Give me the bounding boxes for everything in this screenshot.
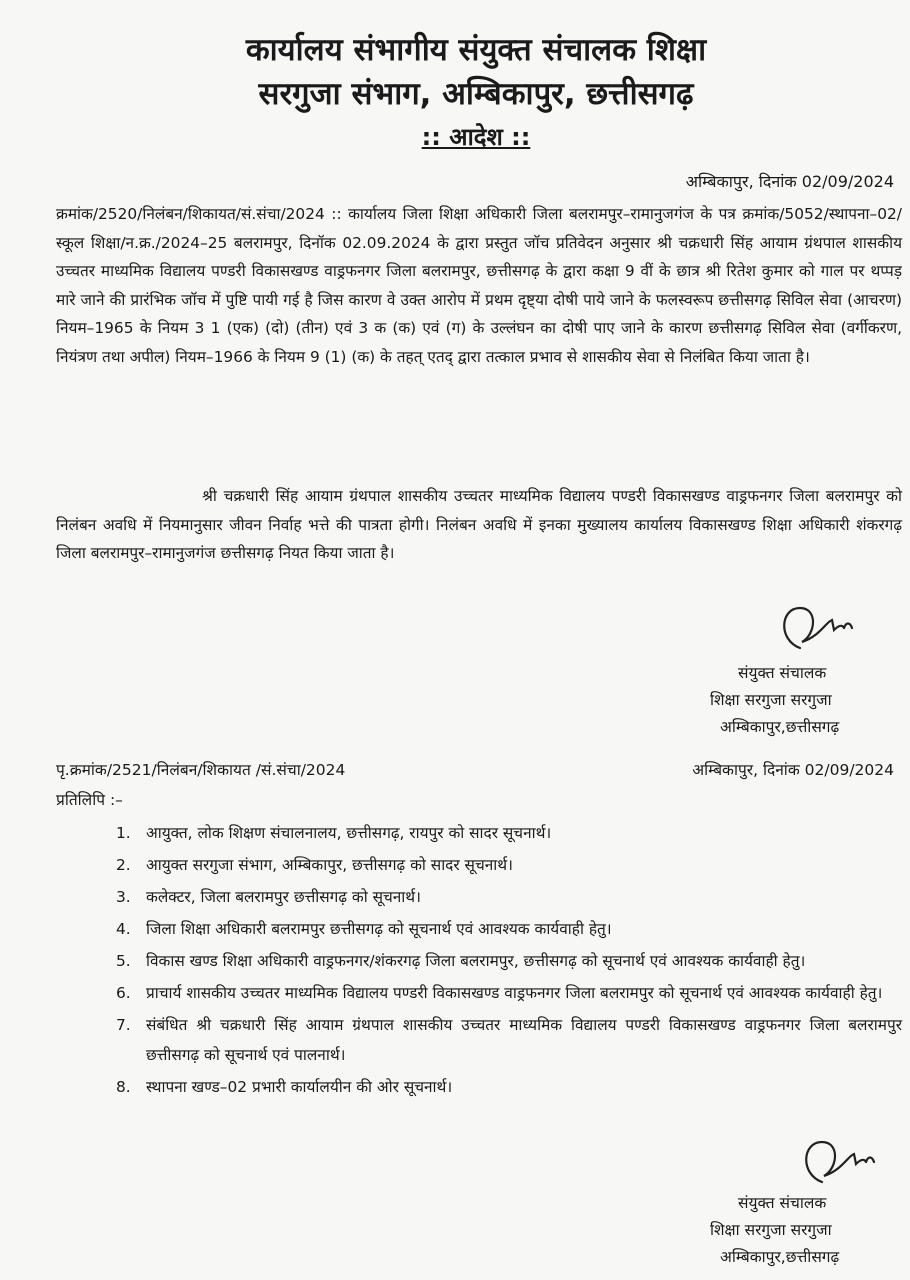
- list-item-text: स्थापना खण्ड–02 प्रभारी कार्यालयीन की ओर सूचनार्थ।: [146, 1078, 453, 1096]
- endorsement-date: अम्बिकापुर, दिनांक 02/09/2024: [692, 761, 894, 779]
- signatory-location: अम्बिकापुर,छत्तीसगढ़: [720, 718, 840, 736]
- list-item: [56, 914, 902, 944]
- list-item-number: 5.: [116, 952, 131, 970]
- list-item-number: 7.: [116, 1016, 131, 1034]
- list-item-number: 4.: [116, 920, 131, 938]
- list-item: [56, 946, 902, 976]
- list-item: [56, 1072, 902, 1102]
- list-item: [56, 818, 902, 848]
- signatory-location: अम्बिकापुर,छत्तीसगढ़: [720, 1248, 840, 1266]
- signature-block-2: [700, 1190, 900, 1271]
- signatory-office: शिक्षा सरगुजा सरगुजा: [710, 1221, 832, 1239]
- list-item-text: आयुक्त, लोक शिक्षण संचालनालय, छत्तीसगढ़, रायपुर को सादर सूचनार्थ।: [146, 824, 552, 842]
- copy-label: प्रतिलिपि :–: [56, 791, 123, 809]
- signatory-designation: संयुक्त संचालक: [738, 664, 827, 682]
- list-item-text: जिला शिक्षा अधिकारी बलरामपुर छत्तीसगढ़ को सूचनार्थ एवं आवश्यक कार्यवाही हेतु।: [146, 920, 612, 938]
- list-item-number: 8.: [116, 1078, 131, 1096]
- list-item: [56, 882, 902, 912]
- signature-mark-1: [770, 600, 860, 660]
- signature-mark-2: [792, 1132, 882, 1192]
- copy-list: [56, 818, 902, 1104]
- signatory-designation: संयुक्त संचालक: [738, 1194, 827, 1212]
- order-heading: [56, 120, 896, 154]
- office-title: कार्यालय संभागीय संयुक्त संचालक शिक्षा: [245, 32, 707, 68]
- order-paragraph-2: श्री चक्रधारी सिंह आयाम ग्रंथपाल शासकीय उच्चतर माध्यमिक विद्यालय पण्डरी विकासखण्ड वाड्रफनगर जिला बलरामपुर को निलंबन अवधि में नियमानुसार जीवन निर्वाह भत्ते की पात्रता होगी। निलंबन अवधि में इनका मुख्यालय कार्यालय विकासखण्ड शिक्षा अधिकारी शंकरगढ़ जिला बलरामपुर–रामानुजगंज छत्तीसगढ़ नियत किया जाता है।: [56, 487, 902, 563]
- list-item: [56, 1010, 902, 1070]
- list-item-text: आयुक्त सरगुजा संभाग, अम्बिकापुर, छत्तीसगढ़ को सादर सूचनार्थ।: [146, 856, 513, 874]
- list-item: [56, 978, 902, 1008]
- list-item: [56, 850, 902, 880]
- list-item-number: 2.: [116, 856, 131, 874]
- order-date: अम्बिकापुर, दिनांक 02/09/2024: [685, 172, 894, 191]
- list-item-text: विकास खण्ड शिक्षा अधिकारी वाड्रफनगर/शंकरगढ़ जिला बलरामपुर, छत्तीसगढ़ को सूचनार्थ एवं आवश्यक कार्यवाही हेतु।: [146, 952, 806, 970]
- list-item-text: कलेक्टर, जिला बलरामपुर छत्तीसगढ़ को सूचनार्थ।: [146, 888, 421, 906]
- order-paragraph-1: क्रमांक/2520/निलंबन/शिकायत/सं.संचा/2024 :: कार्यालय जिला शिक्षा अधिकारी जिला बलरामपुर–रामानुजगंज के पत्र क्रमांक/5052/स्थापना–02/स्कूल शिक्षा/न.क्र./2024–25 बलरामपुर, दिनॉक 02.09.2024 के द्वारा प्रस्तुत जॉच प्रतिवेदन अनुसार श्री चक्रधारी सिंह आयाम ग्रंथपाल शासकीय उच्चतर माध्यमिक विद्यालय पण्डरी विकासखण्ड वाड्रफनगर जिला बलरामपुर, छत्तीसगढ़ के द्वारा कक्षा 9 वीं के छात्र श्री रितेश कुमार को गाल पर थप्पड़ मारे जाने की प्रारंभिक जॉच में पुष्टि पायी गई है जिस कारण वे उक्त आरोप में प्रथम दृष्ट्या दोषी पाये जाने के फलस्वरूप छत्तीसगढ़ सिविल सेवा (आचरण) नियम–1965 के नियम 3 1 (एक) (दो) (तीन) एवं 3 क (क) एवं (ग) के उल्लंघन का दोषी पाए जाने के कारण छत्तीसगढ़ सिविल सेवा (वर्गीकरण, नियंत्रण तथा अपील) नियम–1966 के नियम 9 (1) (क) के तहत् एतद् द्वारा तत्काल प्रभाव से शासकीय सेवा से निलंबित किया जाता है।: [56, 205, 902, 366]
- list-item-number: 1.: [116, 824, 131, 842]
- list-item-text: संबंधित श्री चक्रधारी सिंह आयाम ग्रंथपाल शासकीय उच्चतर माध्यमिक विद्यालय पण्डरी विकासखण्ड वाड्रफनगर जिला बलरामपुर छत्तीसगढ़ को सूचनार्थ एवं पालनार्थ।: [146, 1016, 902, 1064]
- office-location: सरगुजा संभाग, अम्बिकापुर, छत्तीसगढ़: [258, 76, 694, 112]
- endorsement-reference: पृ.क्रमांक/2521/निलंबन/शिकायत /सं.संचा/2024: [56, 761, 346, 779]
- list-item-number: 3.: [116, 888, 131, 906]
- list-item-text: प्राचार्य शासकीय उच्चतर माध्यमिक विद्यालय पण्डरी विकासखण्ड वाड्रफनगर जिला बलरामपुर को सूचनार्थ एवं आवश्यक कार्यवाही हेतु।: [146, 984, 883, 1002]
- signature-block-1: [700, 660, 900, 741]
- order-heading-text: :: आदेश ::: [421, 123, 531, 151]
- signatory-office: शिक्षा सरगुजा सरगुजा: [710, 691, 832, 709]
- list-item-number: 6.: [116, 984, 131, 1002]
